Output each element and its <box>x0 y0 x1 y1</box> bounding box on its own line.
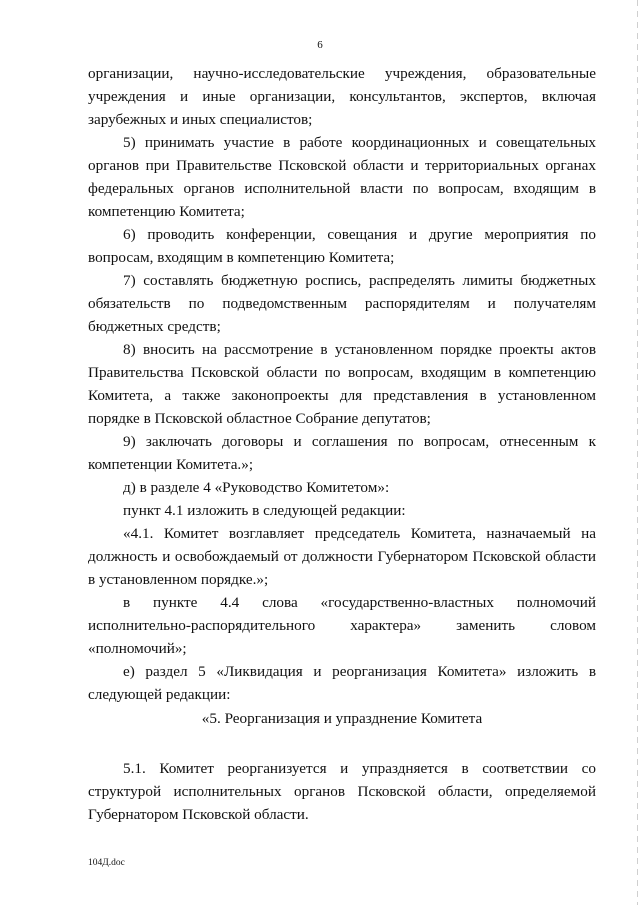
list-item-5: 5) принимать участие в работе координационных и совещательных органов при Правительстве Псковской области и территориальных органах федеральных органов исполнительной власти по вопросам, входящим в компетенцию Комитета; <box>88 134 596 220</box>
file-name-footer: 104Д.doc <box>88 858 125 868</box>
list-item-8: 8) вносить на рассмотрение в установленном порядке проекты актов Правительства Псковской области по вопросам, входящим в компетенцию Комитета, а также законопроекты для представления в установленном порядке в Псковской областное Собрание депутатов; <box>88 341 596 427</box>
clause-5-1-text: 5.1. Комитет реорганизуется и упраздняется в соответствии со структурой исполнительных органов Псковской области, определяемой Губернатором Псковской области. <box>88 760 596 823</box>
list-item-7: 7) составлять бюджетную роспись, распределять лимиты бюджетных обязательств по подведомственным распорядителям и получателям бюджетных средств; <box>88 272 596 335</box>
paragraph-continuation: организации, научно-исследовательские учреждения, образовательные учреждения и иные организации, консультантов, экспертов, включая зарубежных и иных специалистов; <box>88 65 596 128</box>
amendment-e: е) раздел 5 «Ликвидация и реорганизация Комитета» изложить в следующей редакции: <box>88 663 596 703</box>
amendment-clause-4-4: в пункте 4.4 слова «государственно-властных полномочий исполнительно-распорядительного характера» заменить словом «полномочий»; <box>88 594 596 657</box>
amendment-clause-4-1-intro: пункт 4.1 изложить в следующей редакции: <box>123 502 406 519</box>
page-number: 6 <box>317 39 323 51</box>
amendment-d: д) в разделе 4 «Руководство Комитетом»: <box>123 479 390 496</box>
list-item-6: 6) проводить конференции, совещания и другие мероприятия по вопросам, входящим в компетенцию Комитета; <box>88 226 596 266</box>
document-body <box>88 62 596 826</box>
list-item-9: 9) заключать договоры и соглашения по вопросам, отнесенным к компетенции Комитета.»; <box>88 433 596 473</box>
section-heading: «5. Реорганизация и упразднение Комитета <box>201 710 483 727</box>
scan-edge <box>637 0 638 905</box>
clause-4-1-text: «4.1. Комитет возглавляет председатель Комитета, назначаемый на должность и освобождаемый от должности Губернатором Псковской области в установленном порядке.»; <box>88 525 596 588</box>
